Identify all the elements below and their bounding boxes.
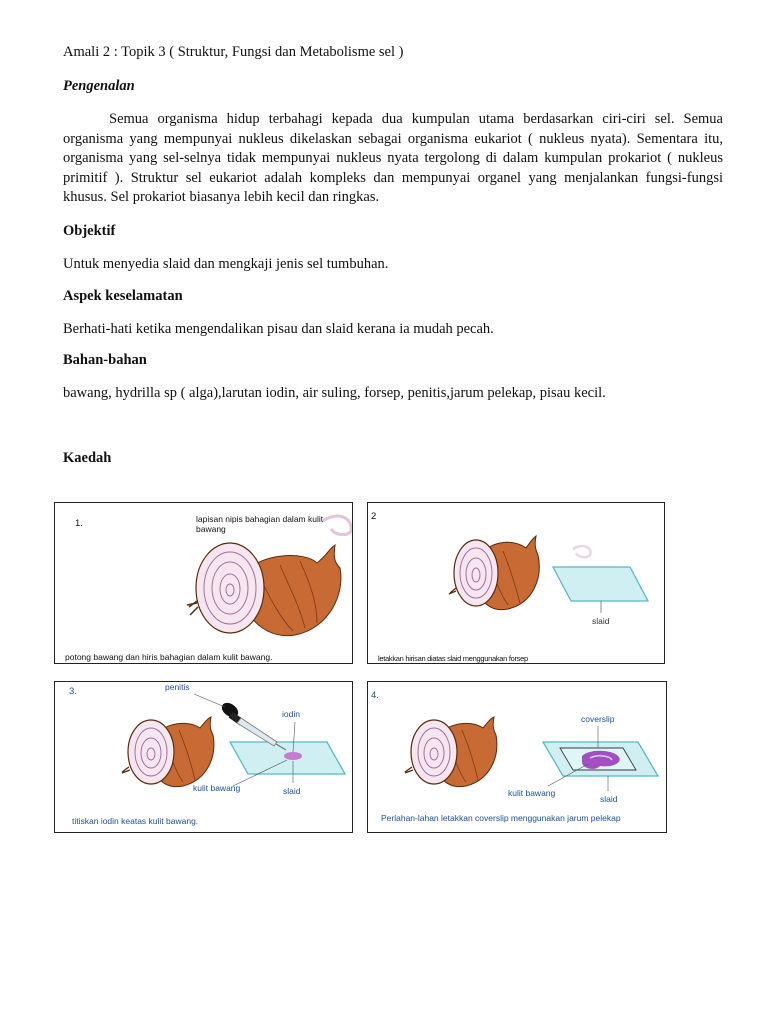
step-2-number: 2 <box>371 511 377 522</box>
safety-text: Berhati-hati ketika mengendalikan pisau dan slaid kerana ia mudah pecah. <box>63 321 494 337</box>
step-4-panel <box>367 681 667 833</box>
step-3-slide-label: slaid <box>283 786 301 796</box>
objective-heading: Objektif <box>63 223 116 239</box>
step-1-caption: potong bawang dan hiris bahagian dalam kulit bawang. <box>65 652 273 662</box>
step-3-iodine-label: iodin <box>282 709 300 719</box>
objective-text: Untuk menyedia slaid dan mengkaji jenis sel tumbuhan. <box>63 256 389 272</box>
intro-paragraph: Semua organisma hidup terbahagi kepada dua kumpulan utama berdasarkan ciri-ciri sel. Semua organisma yang mempunyai nukleus dikelaskan sebagai organisma eukariot ( nukleus nyata). Sementara itu, organisma yang sel-selnya tidak mempunyai nukleus nyata tergolong di dalam kumpulan prokariot ( nukleus primitif ). Struktur sel eukariot adalah kompleks dan mempunyai organel yang menjalankan fungsi-fungsi khusus. Sel prokariot biasanya lebih kecil dan ringkas. <box>63 111 723 205</box>
step-4-caption: Perlahan-lahan letakkan coverslip menggunakan jarum pelekap <box>381 813 621 823</box>
step-3-dropper-label: penitis <box>165 682 190 692</box>
intro-heading: Pengenalan <box>63 78 135 94</box>
materials-heading: Bahan-bahan <box>63 352 147 368</box>
step-1-panel <box>54 502 353 664</box>
step-4-skin-label: kulit bawang <box>508 788 556 798</box>
step-3-number: 3. <box>69 686 77 697</box>
step-3-panel <box>54 681 353 833</box>
document-title: Amali 2 : Topik 3 ( Struktur, Fungsi dan Metabolisme sel ) <box>63 44 404 60</box>
step-2-panel <box>367 502 665 664</box>
step-4-coverslip-label: coverslip <box>581 714 615 724</box>
step-1-annotation: lapisan nipis bahagian dalam kulit bawang <box>196 514 324 534</box>
step-4-slide-label: slaid <box>600 794 618 804</box>
step-2-caption: letakkan hirisan diatas slaid menggunakan forsep <box>378 654 528 663</box>
method-heading: Kaedah <box>63 450 112 466</box>
step-1-number: 1. <box>75 518 83 529</box>
step-3-skin-label: kulit bawang <box>193 783 241 793</box>
onion-slide-illustration <box>368 503 665 664</box>
iodine-dropper-illustration <box>55 682 353 833</box>
step-3-caption: titiskan iodin keatas kulit bawang. <box>72 816 199 826</box>
safety-heading: Aspek keselamatan <box>63 288 183 304</box>
coverslip-illustration <box>368 682 667 833</box>
step-4-number: 4. <box>371 690 379 701</box>
materials-text: bawang, hydrilla sp ( alga),larutan iodin, air suling, forsep, penitis,jarum pelekap, pisau kecil. <box>63 385 606 401</box>
step-2-slide-label: slaid <box>592 616 610 626</box>
